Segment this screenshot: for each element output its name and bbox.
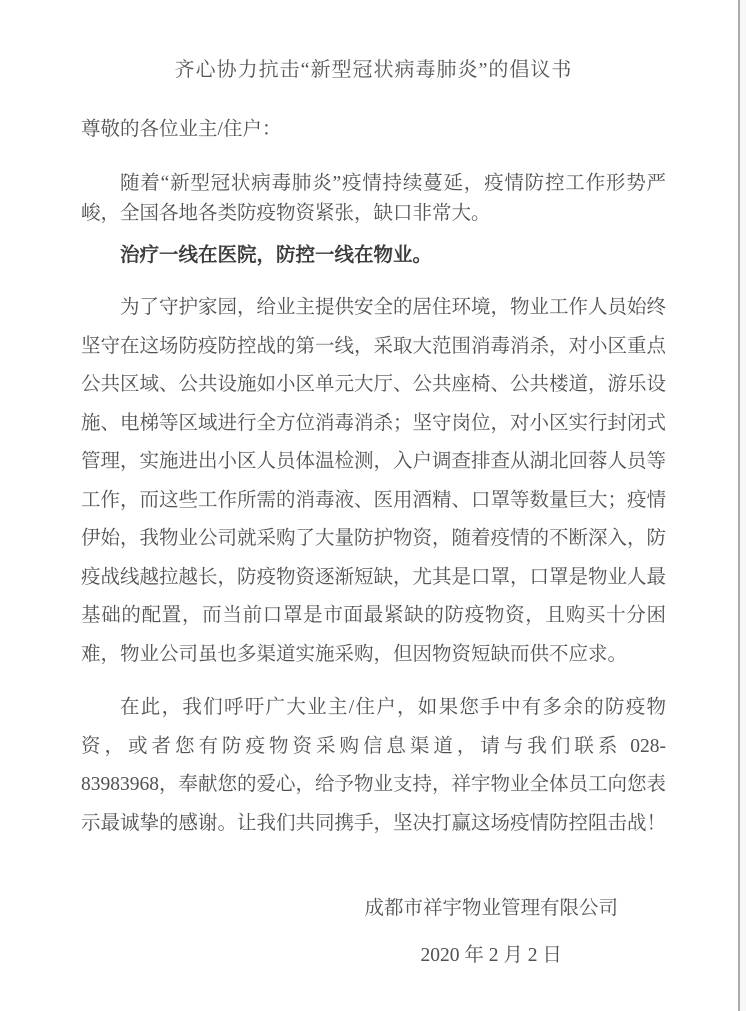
paragraph-key-slogan: 治疗一线在医院，防控一线在物业。 [120,245,433,266]
scan-edge-strip [738,0,740,1011]
paragraph-property-work: 为了守护家园，给业主提供安全的居住环境，物业工作人员始终坚守在这场防疫防控战的第一线，采取大范围消毒消杀，对小区重点公共区域、公共设施如小区单元大厅、公共座椅、公共楼道，游乐设施、电梯等区域进行全方位消毒消杀；坚守岗位，对小区实行封闭式管理，实施进出小区人员体温检测，入户调查排查从湖北回蓉人员等工作，而这些工作所需的消毒液、医用酒精、口罩等数量巨大；疫情伊始，我物业公司就采购了大量防护物资，随着疫情的不断深入，防疫战线越拉越长，防疫物资逐渐短缺，尤其是口罩，口罩是物业人最基础的配置，而当前口罩是市面最紧缺的防疫物资，且购买十分困难，物业公司虽也多渠道实施采购，但因物资短缺而供不应求。 [81,297,667,665]
paragraph-appeal: 在此，我们呼吁广大业主/住户，如果您手中有多余的防疫物资，或者您有防疫物资采购信息渠道，请与我们联系 028-83983968，奉献您的爱心，给予物业支持，祥宇物业全体员工向您表示最诚挚的感谢。让我们共同携手，坚决打赢这场疫情防控阻击战！ [81,697,667,834]
document-title: 齐心协力抗击“新型冠状病毒肺炎”的倡议书 [174,59,573,81]
scan-edge-margin [740,0,746,1011]
signature-block [364,895,618,970]
signature-date: 2020 年 2 月 2 日 [420,945,562,966]
signature-company: 成都市祥宇物业管理有限公司 [364,898,618,919]
paragraph-epidemic-situation: 随着“新型冠状病毒肺炎”疫情持续蔓延，疫情防控工作形势严峻，全国各地各类防疫物资紧张，缺口非常大。 [81,173,666,224]
salutation: 尊敬的各位业主/住户： [81,119,282,140]
